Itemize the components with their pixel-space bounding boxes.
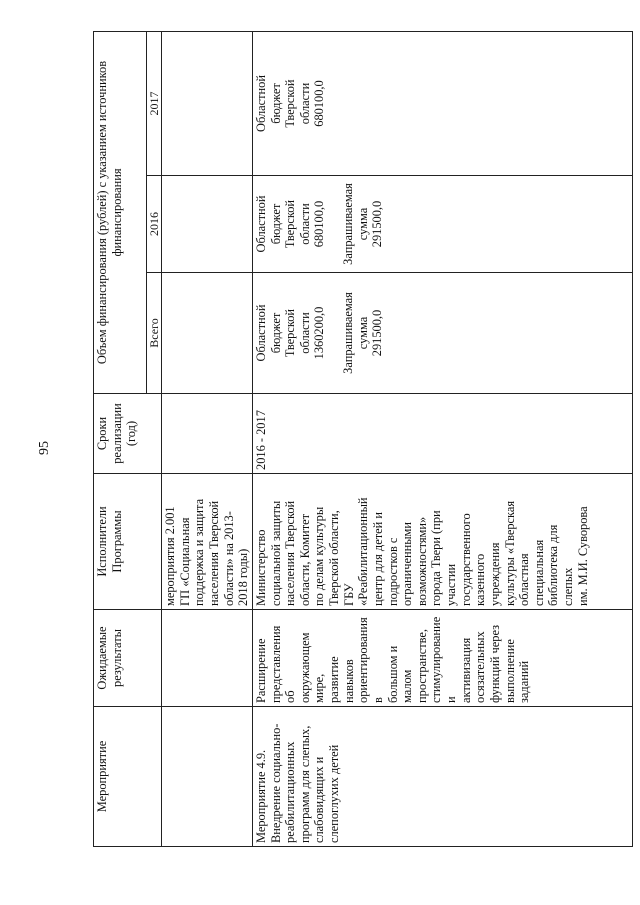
total-line: Областной (253, 304, 268, 362)
rotated-table-frame (93, 32, 633, 847)
results-line: пространстве, (414, 628, 429, 703)
prev-period-cell (162, 394, 253, 474)
header-2016: 2016 (147, 176, 162, 273)
executors-line: Тверской области, (327, 510, 342, 606)
header-funding: Объем финансирования (рублей) с указанием источников финансирования (94, 32, 147, 394)
executors-line: слепых (561, 567, 576, 606)
y2016-requested-line: сумма (355, 207, 370, 241)
y2016-line: бюджет (268, 203, 283, 245)
prev-executors-line: населения Тверской (207, 500, 222, 606)
results-line: осязательных (473, 631, 488, 703)
y2017-line: Областной (253, 75, 268, 132)
event-cell (252, 707, 632, 847)
prev-executors-line: ГП «Социальная (177, 517, 192, 606)
y2016-line: Тверской (283, 199, 298, 249)
total-line: области (297, 312, 312, 354)
total-requested-line: сумма (355, 316, 370, 350)
y2016-amount: 680100,0 (312, 200, 327, 248)
results-line: ориентирования в (356, 617, 385, 703)
executors-line: ограниченными (400, 521, 415, 606)
executors-line: социальной защиты (268, 500, 283, 606)
header-event: Мероприятие (94, 707, 162, 847)
executors-line: Министерство (253, 529, 268, 606)
executors-line: подростков с (385, 537, 400, 606)
total-line: Тверской (283, 308, 298, 358)
prev-event-cell (162, 707, 253, 847)
executors-line: областная (517, 553, 532, 606)
year-2016-cell (252, 176, 632, 273)
executors-line: культуры «Тверская (502, 500, 517, 606)
header-2017: 2017 (147, 32, 162, 176)
y2017-line: области (297, 82, 312, 125)
executors-line: населения Тверской (283, 500, 298, 606)
results-line: функций через (487, 624, 502, 703)
results-cell (252, 610, 632, 707)
results-line: большом и малом (385, 645, 415, 703)
table-row-4-9 (252, 32, 632, 847)
header-period: Сроки реализации (год) (94, 394, 162, 474)
results-line: активизация (458, 637, 473, 703)
year-2017-cell (252, 32, 632, 176)
spacer (327, 179, 341, 269)
total-amount: 1360200,0 (312, 306, 327, 360)
executors-line: им. М.И. Суворова (575, 506, 590, 606)
spacer (327, 276, 341, 390)
executors-cell (252, 474, 632, 610)
y2017-line: Тверской (283, 79, 298, 128)
total-cell (252, 273, 632, 394)
prev-executors-line: мероприятия 2.001 (163, 506, 178, 606)
executors-line: города Твери (при (429, 510, 444, 606)
financing-table (93, 31, 633, 847)
executors-line: учреждения (487, 542, 502, 606)
event-line: программ для слепых, (297, 725, 312, 843)
header-total: Всего (147, 273, 162, 394)
y2016-requested-line: Запрашиваемая (341, 183, 356, 265)
executors-line: области, Комитет (297, 513, 312, 606)
prev-executors-line: области» на 2013- (221, 511, 236, 606)
results-line: развитие навыков (327, 656, 356, 703)
y2017-line: бюджет (268, 83, 283, 124)
executors-line: участии (444, 563, 459, 606)
results-line: Расширение (253, 638, 268, 703)
prev-2016-cell (162, 176, 253, 273)
prev-executors-line: 2018 годы) (236, 548, 251, 606)
executors-line: ГБУ (341, 583, 356, 606)
prev-results-cell (162, 610, 253, 707)
y2016-requested-amount: 291500,0 (370, 200, 385, 248)
header-row (94, 32, 147, 847)
period-cell: 2016 - 2017 (252, 394, 632, 474)
document-table-area (93, 32, 633, 847)
executors-line: библиотека для (546, 524, 561, 606)
header-executors: Исполнители Программы (94, 474, 162, 610)
table-row-previous (162, 32, 253, 847)
event-line: Внедрение социально- (268, 723, 283, 843)
prev-2017-cell (162, 32, 253, 176)
results-line: представления об (268, 625, 298, 703)
executors-line: «Реабилитационный (356, 497, 371, 606)
page-number: 95 (37, 441, 52, 455)
event-line: реабилитационных (283, 741, 298, 843)
event-line: слепоглухих детей (327, 744, 342, 843)
executors-line: по делам культуры (312, 506, 327, 606)
event-line: слабовидящих и (312, 756, 327, 843)
results-line: окружающем мире, (297, 632, 327, 703)
y2016-line: области (297, 203, 312, 245)
executors-line: возможностями» (414, 516, 429, 606)
results-line: выполнение заданий (502, 639, 532, 703)
y2016-line: Областной (253, 195, 268, 253)
executors-line: казенного (473, 553, 488, 606)
event-line: Мероприятие 4.9. (253, 749, 268, 843)
prev-executors-line: поддержка и защита (192, 498, 207, 606)
header-results: Ожидаемые результаты (94, 610, 162, 707)
total-line: бюджет (268, 312, 283, 354)
results-line: стимулирование и (429, 616, 459, 703)
executors-line: государственного (458, 513, 473, 606)
executors-line: центр для детей и (370, 512, 385, 606)
executors-line: специальная (531, 539, 546, 606)
prev-executors-cell (162, 474, 253, 610)
total-requested-line: Запрашиваемая (341, 292, 356, 374)
total-requested-amount: 291500,0 (370, 309, 385, 357)
y2017-amount: 680100,0 (312, 80, 327, 127)
prev-total-cell (162, 273, 253, 394)
